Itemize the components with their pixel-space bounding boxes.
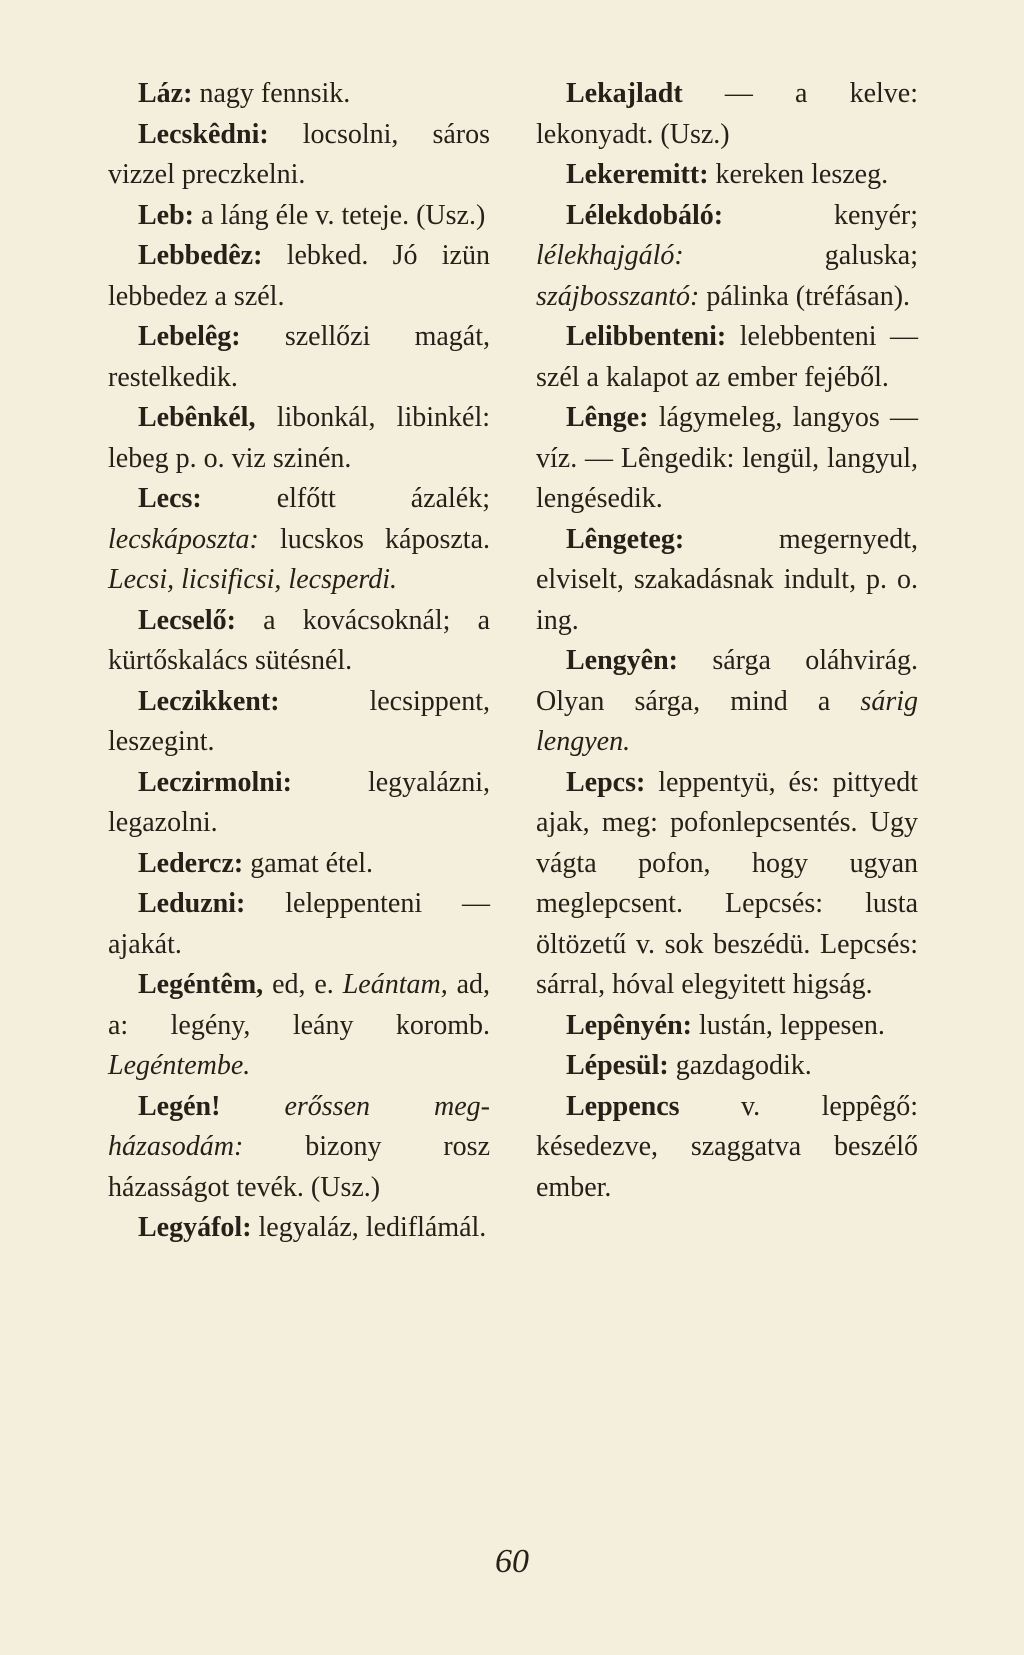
- definition: a kovácsoknál; a kürtőskalács sütésnél.: [108, 604, 490, 676]
- headword: Leb:: [138, 199, 194, 231]
- entry-legyafol: [108, 1208, 490, 1249]
- entry-leb: [108, 196, 490, 237]
- entry-leczikkent: [108, 682, 490, 763]
- italic-term: sárig lengyen.: [536, 685, 918, 757]
- entry-laz: [108, 74, 490, 115]
- headword: Lekeremitt:: [566, 159, 709, 190]
- entry-lekeremitt: [536, 155, 918, 196]
- definition: pálinka (tréfásan).: [699, 280, 911, 312]
- italic-term: erőssen meg-házasodám:: [108, 1090, 490, 1162]
- entry-lenge: [536, 398, 918, 520]
- entry-leppencs: [536, 1087, 918, 1209]
- definition: lucskos káposzta.: [258, 523, 490, 555]
- entry-lebeleg: [108, 317, 490, 398]
- headword: Lélekdobáló:: [566, 199, 724, 231]
- headword: Legéntêm,: [138, 969, 264, 1000]
- left-column: [108, 74, 490, 1249]
- definition: v. leppêgő: késedezve, szaggatva beszélő ember.: [536, 1090, 918, 1203]
- definition: lebked. Jó izün lebbedez a szél.: [108, 240, 490, 312]
- definition: szellőzi magát, restelkedik.: [108, 321, 490, 393]
- definition: lustán, leppesen.: [692, 1009, 885, 1041]
- entry-lebbedez: [108, 236, 490, 317]
- headword: Lecselő:: [138, 604, 236, 636]
- entry-lelibbenteni: [536, 317, 918, 398]
- headword: Legén!: [138, 1090, 221, 1122]
- entry-lepesul: [536, 1046, 918, 1087]
- entry-lecs: [108, 479, 490, 601]
- definition: lelebbenteni — szél a kalapot az ember fejéből.: [536, 321, 918, 393]
- entry-lepenyen: [536, 1006, 918, 1047]
- entry-legen: [108, 1087, 490, 1209]
- entry-ledercz: [108, 844, 490, 885]
- headword: Lebbedêz:: [138, 240, 263, 271]
- headword: Lekajladt: [566, 78, 683, 109]
- headword: Lênge:: [566, 402, 649, 433]
- definition: legyaláz, lediflámál.: [251, 1212, 487, 1243]
- definition: sárga oláhvirág. Olyan sárga, mind a: [536, 645, 918, 717]
- entry-lengeteg: [536, 520, 918, 642]
- headword: Leczirmolni:: [138, 766, 292, 798]
- italic-term: Lecsi, licsificsi, lecsperdi.: [108, 564, 398, 595]
- headword: Ledercz:: [138, 847, 244, 879]
- entry-leduzni: [108, 884, 490, 965]
- italic-term: lecskáposzta:: [108, 523, 259, 555]
- headword: Lengyên:: [566, 645, 678, 676]
- entry-lecskedni: [108, 115, 490, 196]
- definition: legyalázni, legazolni.: [108, 766, 490, 838]
- definition: leppentyü, és: pittyedt ajak, meg: pofonlepcsentés. Ugy vágta pofon, hogy ugyan meglepcsent. Lepcsés: lusta öltözetű v. sok beszédü. Lepcsés: sárral, hóval elegyitett higság.: [536, 766, 918, 1000]
- definition: elfőtt ázalék;: [201, 483, 490, 514]
- headword: Lepênyén:: [566, 1009, 692, 1041]
- italic-term: Leántam,: [342, 969, 448, 1000]
- definition: lecsippent, leszegint.: [108, 685, 490, 757]
- headword: Lepcs:: [566, 766, 646, 798]
- headword: Lebênkél,: [138, 402, 256, 433]
- definition: locsolni, sáros vizzel preczkelni.: [108, 118, 490, 190]
- definition: gazdagodik.: [668, 1050, 812, 1081]
- headword: Lebelêg:: [138, 321, 241, 352]
- headword: Láz:: [138, 78, 193, 109]
- entry-lelekdobalo: [536, 196, 918, 318]
- italic-term: szájbosszantó:: [536, 280, 700, 312]
- headword: Leduzni:: [138, 888, 246, 919]
- definition: kereken leszeg.: [708, 159, 889, 190]
- entry-lebenkel: [108, 398, 490, 479]
- entry-leczirmolni: [108, 763, 490, 844]
- definition: [220, 1091, 284, 1122]
- definition: kenyér;: [723, 199, 918, 231]
- definition: leleppenteni — ajakát.: [108, 888, 490, 960]
- headword: Lêngeteg:: [566, 523, 685, 555]
- entry-lecselo: [108, 601, 490, 682]
- headword: Lépesül:: [566, 1050, 669, 1081]
- definition: a láng éle v. teteje. (Usz.): [194, 199, 486, 231]
- headword: Leppencs: [566, 1090, 680, 1122]
- right-column: [536, 74, 918, 1208]
- page-number: 60: [495, 1543, 529, 1580]
- definition: megernyedt, elviselt, szakadásnak indult, p. o. ing.: [536, 523, 918, 636]
- headword: Lelibbenteni:: [566, 321, 727, 352]
- entry-lepcs: [536, 763, 918, 1006]
- entry-legentem: [108, 965, 490, 1087]
- definition: libonkál, libinkél: lebeg p. o. viz szinén.: [108, 402, 490, 474]
- definition: ad, a: legény, leány koromb.: [108, 969, 490, 1041]
- headword: Lecs:: [138, 483, 202, 514]
- definition: lágymeleg, langyos — víz. — Lêngedik: lengül, langyul, lengésedik.: [536, 402, 918, 514]
- italic-term: Legéntembe.: [108, 1050, 251, 1081]
- definition: galuska;: [683, 240, 918, 271]
- italic-term: lélekhajgáló:: [536, 240, 684, 271]
- entry-lengyen: [536, 641, 918, 763]
- definition: bizony rosz házasságot tevék. (Usz.): [108, 1131, 490, 1203]
- definition: ed, e.: [263, 969, 343, 1000]
- headword: Lecskêdni:: [138, 118, 269, 150]
- definition: — a kelve: lekonyadt. (Usz.): [536, 78, 918, 150]
- entry-lekajladt: [536, 74, 918, 155]
- definition: gamat étel.: [243, 847, 374, 879]
- headword: Leczikkent:: [138, 685, 280, 717]
- definition: nagy fennsik.: [192, 78, 351, 109]
- headword: Legyáfol:: [138, 1212, 252, 1243]
